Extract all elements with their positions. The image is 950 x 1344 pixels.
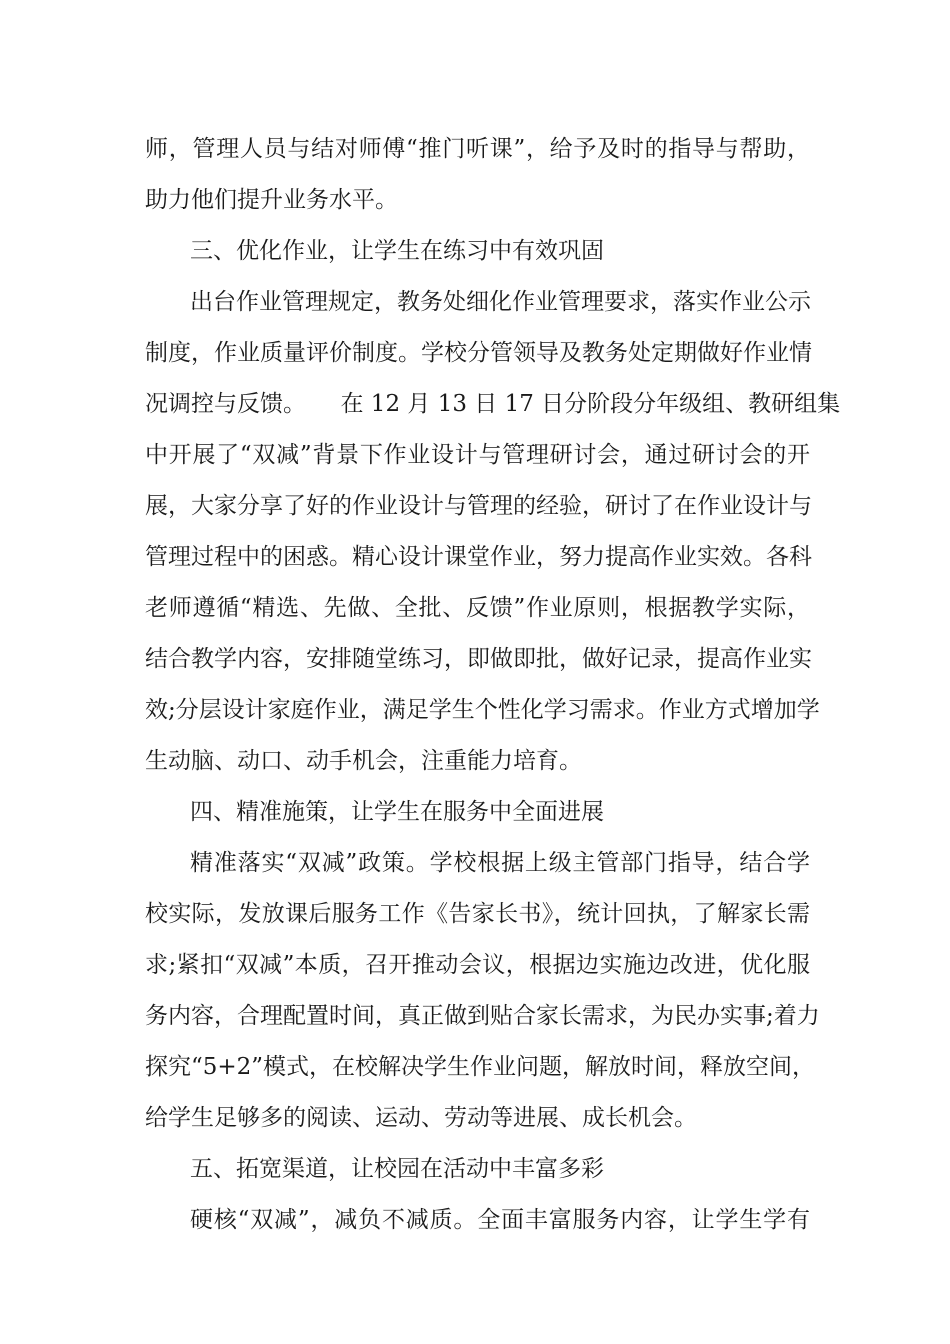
paragraph-line: 给学生足够多的阅读、运动、劳动等进展、成长机会。 xyxy=(145,1105,697,1131)
paragraph-line: 助力他们提升业务水平。 xyxy=(145,187,398,213)
paragraph-line: 展，大家分享了好的作业设计与管理的经验，研讨了在作业设计与 xyxy=(145,493,812,519)
paragraph-line: 中开展了“双减”背景下作业设计与管理研讨会，通过研讨会的开 xyxy=(145,442,810,468)
paragraph-line: 精准落实“双减”政策。学校根据上级主管部门指导，结合学 xyxy=(190,850,810,876)
paragraph-line: 出台作业管理规定，教务处细化作业管理要求，落实作业公示 xyxy=(190,289,811,315)
section-heading-4: 四、精准施策，让学生在服务中全面进展 xyxy=(190,799,604,825)
paragraph-line: 探究“5+2”模式，在校解决学生作业问题，解放时间，释放空间， xyxy=(145,1054,816,1080)
paragraph-line: 硬核“双减”，减负不减质。全面丰富服务内容，让学生学有 xyxy=(190,1207,810,1233)
section-heading-5: 五、拓宽渠道，让校园在活动中丰富多彩 xyxy=(190,1156,604,1182)
paragraph-line: 师，管理人员与结对师傅“推门听课”，给予及时的指导与帮助， xyxy=(145,136,810,162)
paragraph-line: 况调控与反馈。 在 12 月 13 日 17 日分阶段分年级组、教研组集 xyxy=(145,391,841,417)
paragraph-line: 老师遵循“精选、先做、全批、反馈”作业原则，根据教学实际， xyxy=(145,595,810,621)
paragraph-line: 求;紧扣“双减”本质，召开推动会议，根据边实施边改进，优化服 xyxy=(145,952,810,978)
paragraph-line: 结合教学内容，安排随堂练习，即做即批，做好记录，提高作业实 xyxy=(145,646,812,672)
paragraph-line: 管理过程中的困惑。精心设计课堂作业，努力提高作业实效。各科 xyxy=(145,544,812,570)
section-heading-3: 三、优化作业，让学生在练习中有效巩固 xyxy=(190,238,604,264)
paragraph-line: 生动脑、动口、动手机会，注重能力培育。 xyxy=(145,748,582,774)
paragraph-line: 校实际，发放课后服务工作《告家长书》，统计回执，了解家长需 xyxy=(145,901,810,927)
paragraph-line: 效;分层设计家庭作业，满足学生个性化学习需求。作业方式增加学 xyxy=(145,697,820,723)
paragraph-line: 务内容，合理配置时间，真正做到贴合家长需求，为民办实事;着力 xyxy=(145,1003,820,1029)
paragraph-line: 制度，作业质量评价制度。学校分管领导及教务处定期做好作业情 xyxy=(145,340,812,366)
